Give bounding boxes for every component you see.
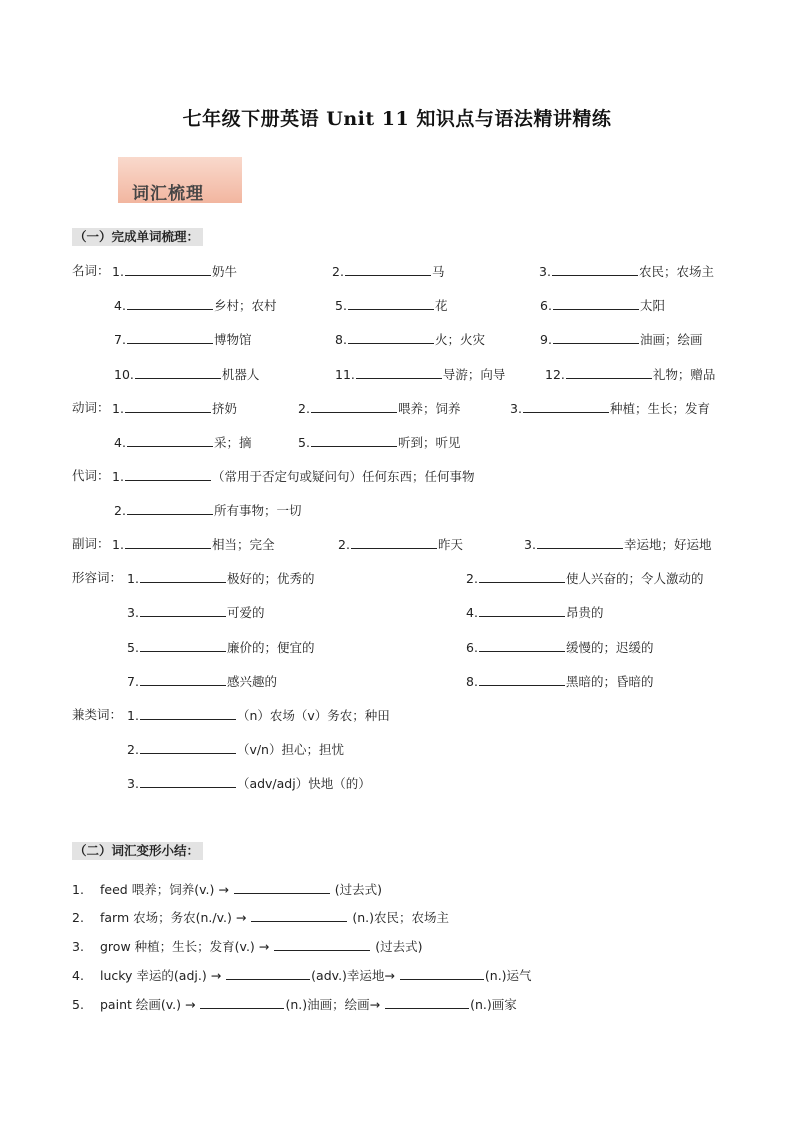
answer-blank[interactable] [140,707,236,720]
verbs-label: 动词： [72,400,110,415]
list-item: 9. 油画；绘画 [540,332,703,347]
list-item: 2. 马 [332,264,445,279]
list-item: 2. 所有事物；一切 [114,503,302,518]
list-item: 3. （adv/adj）快地（的） [127,776,371,791]
list-item: 8. 火；火灾 [335,332,485,347]
answer-blank[interactable] [400,967,484,980]
answer-blank[interactable] [351,536,437,549]
answer-blank[interactable] [234,881,330,894]
list-item: 3. 幸运地；好运地 [524,537,712,552]
list-item: 4. lucky 幸运的(adj.) → (adv.)幸运地→ (n.)运气 [72,968,532,983]
answer-blank[interactable] [125,536,211,549]
answer-blank[interactable] [140,604,226,617]
answer-blank[interactable] [127,502,213,515]
section-banner-label: 词汇梳理 [132,184,204,204]
answer-blank[interactable] [140,639,226,652]
answer-blank[interactable] [523,400,609,413]
list-item: 1. feed 喂养；饲养(v.) → (过去式) [72,882,383,897]
list-item: 3. 可爱的 [127,605,265,620]
section-one-heading: （一）完成单词梳理： [72,228,203,246]
list-item: 5. 听到；听见 [298,435,461,450]
list-item: 3. grow 种植；生长；发育(v.) → (过去式) [72,939,423,954]
list-item: 4. 乡村；农村 [114,298,277,313]
answer-blank[interactable] [127,297,213,310]
answer-blank[interactable] [125,468,211,481]
answer-blank[interactable] [125,263,211,276]
list-item: 6. 缓慢的；迟缓的 [466,640,654,655]
answer-blank[interactable] [552,263,638,276]
list-item: 7. 博物馆 [114,332,252,347]
list-item: 7. 感兴趣的 [127,674,277,689]
answer-blank[interactable] [385,996,469,1009]
answer-blank[interactable] [226,967,310,980]
answer-blank[interactable] [537,536,623,549]
list-item: 1. 极好的；优秀的 [127,571,315,586]
answer-blank[interactable] [127,434,213,447]
list-item: 8. 黑暗的；昏暗的 [466,674,654,689]
answer-blank[interactable] [311,400,397,413]
adverbs-label: 副词： [72,536,110,551]
answer-blank[interactable] [140,570,226,583]
list-item: 2. 使人兴奋的；令人激动的 [466,571,704,586]
answer-blank[interactable] [140,775,236,788]
list-item: 6. 太阳 [540,298,665,313]
answer-blank[interactable] [140,741,236,754]
answer-blank[interactable] [479,570,565,583]
list-item: 5. 花 [335,298,448,313]
answer-blank[interactable] [251,909,347,922]
answer-blank[interactable] [311,434,397,447]
list-item: 2. （v/n）担心；担忧 [127,742,344,757]
list-item: 1. 奶牛 [112,264,237,279]
answer-blank[interactable] [348,297,434,310]
answer-blank[interactable] [479,639,565,652]
list-item: 12. 礼物；赠品 [545,367,716,382]
answer-blank[interactable] [479,673,565,686]
adjectives-label: 形容词： [72,570,123,585]
answer-blank[interactable] [200,996,284,1009]
list-item: 5. 廉价的；便宜的 [127,640,315,655]
list-item: 1. 相当；完全 [112,537,275,552]
answer-blank[interactable] [553,331,639,344]
answer-blank[interactable] [125,400,211,413]
list-item: 2. 昨天 [338,537,463,552]
section-two-heading: （二）词汇变形小结： [72,842,203,860]
multi-class-label: 兼类词： [72,707,123,722]
pronouns-label: 代词： [72,468,110,483]
list-item: 5. paint 绘画(v.) → (n.)油画；绘画→ (n.)画家 [72,997,517,1012]
list-item: 3. 种植；生长；发育 [510,401,710,416]
list-item: 4. 采；摘 [114,435,252,450]
list-item: 3. 农民；农场主 [539,264,714,279]
list-item: 2. 喂养；饲养 [298,401,461,416]
list-item: 1. （常用于否定句或疑问句）任何东西；任何事物 [112,469,475,484]
list-item: 2. farm 农场；务农(n./v.) → (n.)农民；农场主 [72,910,449,925]
answer-blank[interactable] [566,366,652,379]
answer-blank[interactable] [479,604,565,617]
answer-blank[interactable] [345,263,431,276]
list-item: 4. 昂贵的 [466,605,604,620]
answer-blank[interactable] [356,366,442,379]
list-item: 1. 挤奶 [112,401,237,416]
answer-blank[interactable] [348,331,434,344]
answer-blank[interactable] [274,938,370,951]
answer-blank[interactable] [553,297,639,310]
nouns-label: 名词： [72,263,110,278]
list-item: 10. 机器人 [114,367,260,382]
answer-blank[interactable] [135,366,221,379]
answer-blank[interactable] [127,331,213,344]
answer-blank[interactable] [140,673,226,686]
list-item: 11. 导游；向导 [335,367,506,382]
list-item: 1. （n）农场（v）务农；种田 [127,708,390,723]
page-title: 七年级下册英语 Unit 11 知识点与语法精讲精练 [182,108,612,130]
